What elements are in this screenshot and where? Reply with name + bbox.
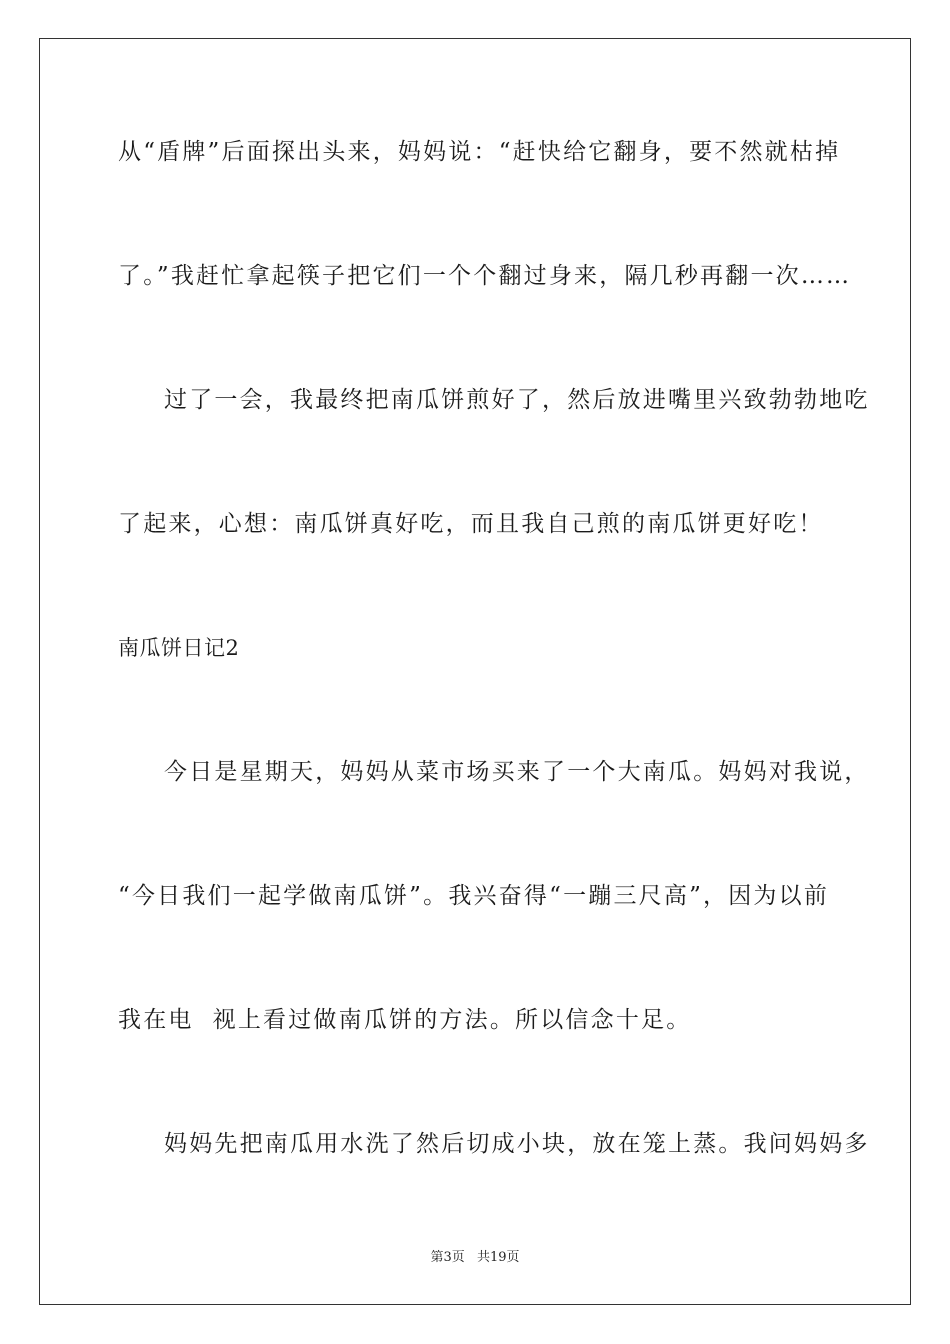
- paragraph-line-7: 我在电 视上看过做南瓜饼的方法。所以信念十足。: [118, 1007, 692, 1033]
- paragraph-line-8: 妈妈先把南瓜用水洗了然后切成小块，放在笼上蒸。我问妈妈多: [164, 1131, 870, 1157]
- page-number: 第3页: [430, 1250, 465, 1265]
- paragraph-line-4: 了起来，心想：南瓜饼真好吃，而且我自己煎的南瓜饼更好吃！: [118, 511, 824, 537]
- paragraph-line-6: “今日我们一起学做南瓜饼”。我兴奋得“一蹦三尺高”，因为以前: [118, 883, 830, 909]
- paragraph-line-2: 了。”我赶忙拿起筷子把它们一个个翻过身来，隔几秒再翻一次……: [118, 263, 852, 289]
- paragraph-line-5: 今日是星期天，妈妈从菜市场买来了一个大南瓜。妈妈对我说，: [164, 759, 870, 785]
- section-heading: 南瓜饼日记2: [118, 636, 240, 660]
- paragraph-line-1: 从“盾牌”后面探出头来，妈妈说：“赶快给它翻身，要不然就枯掉: [118, 139, 841, 165]
- page-border: [39, 38, 911, 1305]
- page-total: 共19页: [476, 1250, 520, 1265]
- paragraph-line-3: 过了一会，我最终把南瓜饼煎好了，然后放进嘴里兴致勃勃地吃: [164, 387, 870, 413]
- page-footer: [0, 1246, 950, 1265]
